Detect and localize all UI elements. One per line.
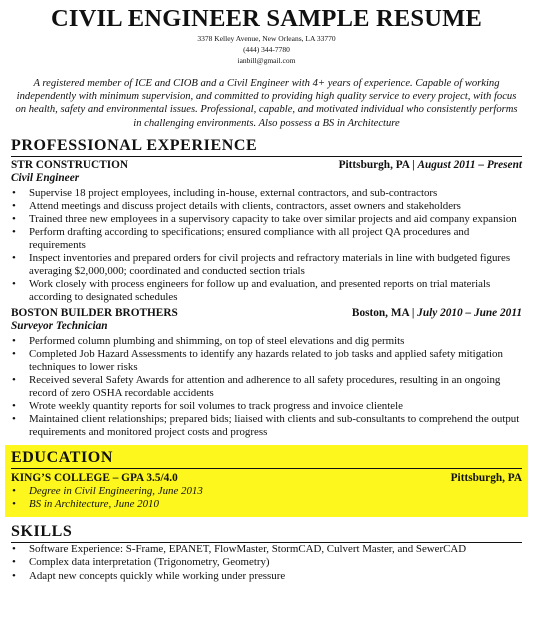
company-name: STR CONSTRUCTION bbox=[11, 158, 129, 171]
job-header bbox=[11, 159, 522, 172]
degree-list bbox=[11, 485, 522, 511]
job-dates: August 2011 – Present bbox=[417, 158, 522, 171]
resume-title: CIVIL ENGINEER SAMPLE RESUME bbox=[50, 5, 483, 32]
list-item: • Completed Job Hazard Assessments to identify any hazards related to job tasks and applied safety mitigation techniques to lower risks bbox=[11, 348, 522, 374]
list-item: • Trained three new employees in a supervisory capacity to take over similar projects and aid company expansion bbox=[11, 213, 522, 226]
school-location: Pittsburgh, PA bbox=[450, 471, 522, 484]
phone: (444) 344-7780 bbox=[243, 45, 290, 54]
job-entry bbox=[11, 159, 522, 304]
section-heading-experience: PROFESSIONAL EXPERIENCE bbox=[11, 137, 522, 157]
education-highlight bbox=[5, 445, 528, 517]
summary-paragraph: A registered member of ICE and CIOB and a Civil Engineer with 4+ years of experience. Capable of working independently with minimum supervision, and committed to providing high quality service to every project, with focus on health, safety and environmental issues. Professional, capable, and motivated individual who consistently performs in challenging environments. Also possess a BS in Architecture bbox=[15, 78, 518, 129]
school-name: KING’S COLLEGE – GPA 3.5/4.0 bbox=[11, 471, 178, 484]
list-item: • Inspect inventories and prepared orders for civil projects and refractory materials in line with budgeted figures averaging $2,000,000; coordinated and conducted section trials bbox=[11, 252, 522, 278]
section-heading-education: EDUCATION bbox=[11, 449, 522, 469]
job-duties-list bbox=[11, 335, 522, 439]
job-entry bbox=[11, 307, 522, 439]
job-title: Civil Engineer bbox=[11, 171, 80, 184]
job-header bbox=[11, 307, 522, 320]
address: 3378 Kelley Avenue, New Orleans, LA 33770 bbox=[197, 34, 336, 43]
job-location: Boston, MA bbox=[351, 306, 410, 319]
list-item: • Supervise 18 project employees, including in-house, external contractors, and sub-contractors bbox=[11, 187, 522, 200]
list-item: • Maintained client relationships; prepared bids; liaised with clients and sub-consultants to comprehend the output requirements and monitored project costs and progress bbox=[11, 413, 522, 439]
list-item: • Complex data interpretation (Trigonometry, Geometry) bbox=[11, 556, 522, 570]
job-dates: July 2010 – June 2011 bbox=[417, 306, 522, 319]
skills-list bbox=[11, 543, 522, 584]
school-header bbox=[11, 472, 522, 485]
job-duties-list bbox=[11, 187, 522, 304]
email: ianbill@gmail.com bbox=[237, 56, 296, 65]
job-location: Pittsburgh, PA bbox=[338, 158, 410, 171]
job-title: Surveyor Technician bbox=[11, 319, 108, 332]
contact-info bbox=[11, 33, 522, 66]
job-location-dates: Boston, MA | July 2010 – June 2011 bbox=[351, 306, 522, 319]
list-item: • Adapt new concepts quickly while working under pressure bbox=[11, 570, 522, 584]
list-item: • BS in Architecture, June 2010 bbox=[11, 498, 522, 511]
section-heading-skills: SKILLS bbox=[11, 523, 522, 543]
list-item: • Perform drafting according to specifications; ensured compliance with all project QA procedures and requirements bbox=[11, 226, 522, 252]
list-item: • Work closely with process engineers for follow up and evaluation, and presented reports on trial materials according to designated schedules bbox=[11, 278, 522, 304]
list-item: • Received several Safety Awards for attention and adherence to all safety procedures, resulting in an ongoing record of zero OSHA recordable accidents bbox=[11, 374, 522, 400]
list-item: • Wrote weekly quantity reports for soil volumes to track progress and invoice clientele bbox=[11, 400, 522, 413]
company-name: BOSTON BUILDER BROTHERS bbox=[11, 306, 178, 319]
list-item: • Attend meetings and discuss project details with clients, contractors, asset owners and stakeholders bbox=[11, 200, 522, 213]
job-location-dates: Pittsburgh, PA | August 2011 – Present bbox=[338, 158, 522, 171]
list-item: • Software Experience: S-Frame, EPANET, FlowMaster, StormCAD, Culvert Master, and SewerCAD bbox=[11, 543, 522, 557]
list-item: • Performed column plumbing and shimming, on top of steel elevations and dig permits bbox=[11, 335, 522, 348]
list-item: • Degree in Civil Engineering, June 2013 bbox=[11, 485, 522, 498]
